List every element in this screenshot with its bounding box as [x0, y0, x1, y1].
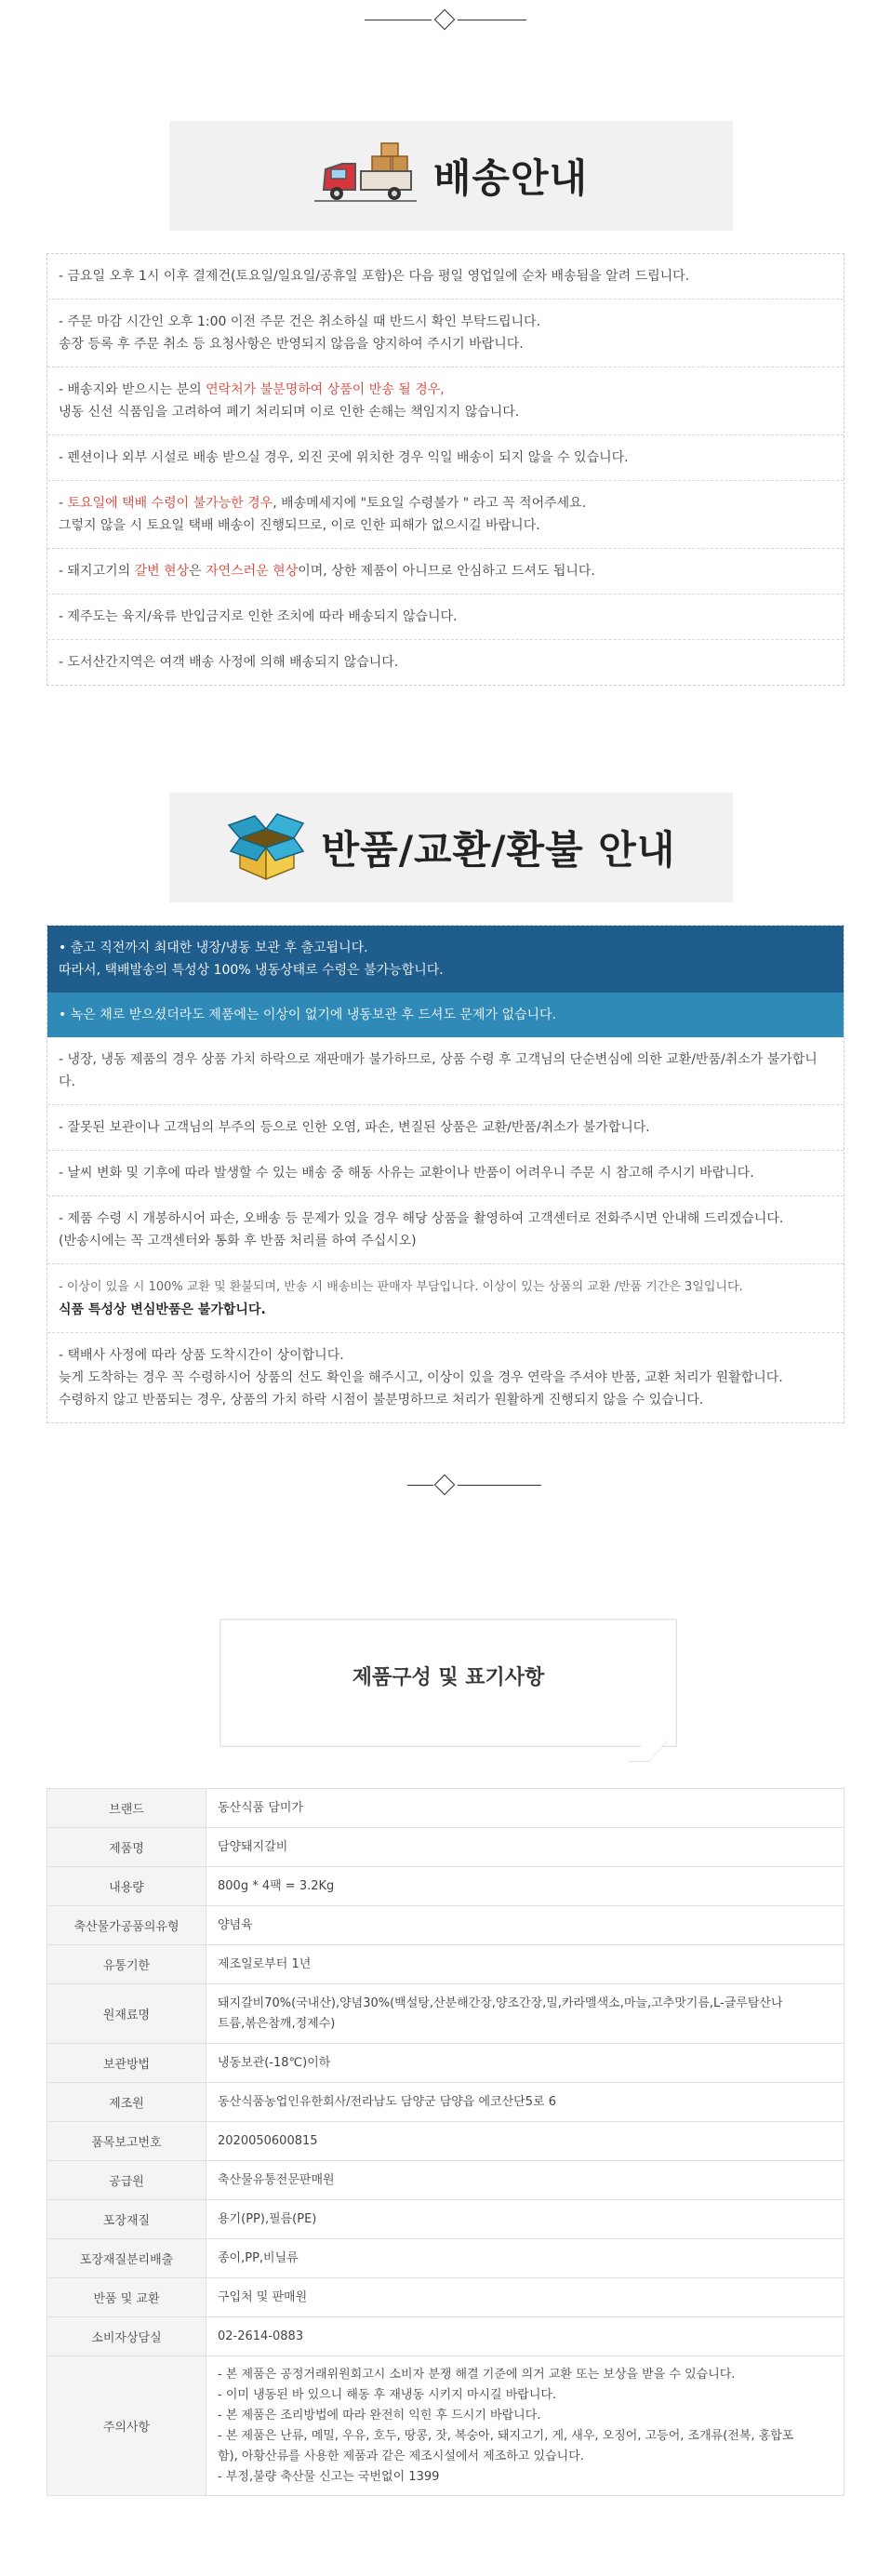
table-row: 제조원 동산식품농업인유한회사/전라남도 담양군 담양읍 에코산단5로 6 — [47, 2083, 844, 2122]
table-row: 주의사항 - 본 제품은 공정거래위원회고시 소비자 분쟁 해결 기준에 의거 교환 또는 보상을 받을 수 있습니다. - 이미 냉동된 바 있으니 해동 후 재냉동 시키지 마시길 바랍니다. - 본 제품은 조리방법에 따라 완전히 익힌 후 드시기 바랍니다. - 본 제품은 난류, 메밀, 우유, 호두, 땅콩, 잣, 복숭아, 돼지고기, 게, 새우, 오징어, 고등어, 조개류(전복, 홍합포 함), 아황산류를 사용한 제품과 같은 제조시설에서 제조하고 있습니다. - 부정,불량 축산물 신고는 국번없이 1399 — [47, 2356, 844, 2496]
returns-header — [169, 793, 733, 902]
list-item: - 토요일에 택배 수령이 불가능한 경우, 배송메세지에 "토요일 수령불가 " 라고 꼭 적어주세요. 그렇지 않을 시 토요일 택배 배송이 진행되므로, 이로 인한 피해가 없으시길 바랍니다. — [47, 481, 844, 549]
list-item: - 도서산간지역은 여객 배송 사정에 의해 배송되지 않습니다. — [59, 655, 399, 670]
list-item: - 잘못된 보관이나 고객님의 부주의 등으로 인한 오염, 파손, 변질된 상품은 교환/반품/취소가 불가합니다. — [47, 1105, 844, 1151]
notice-banner: • 녹은 채로 받으셨더라도 제품에는 이상이 없기에 냉동보관 후 드셔도 문제가 없습니다. — [47, 993, 844, 1037]
delivery-truck-icon — [314, 141, 417, 210]
table-row: 보관방법 냉동보관(-18℃)이하 — [47, 2044, 844, 2083]
spec-title: 제품구성 및 표기사항 — [352, 1666, 545, 1689]
table-row: 품목보고번호 2020050600815 — [47, 2122, 844, 2161]
shipping-info-list — [47, 253, 844, 686]
list-item: - 이상이 있을 시 100% 교환 및 환불되며, 반송 시 배송비는 판매자 부담입니다. 이상이 있는 상품의 교환 /반품 기간은 3일입니다. 식품 특성상 변심반품은 불가합니다. — [47, 1264, 844, 1333]
spec-heading-bubble — [219, 1619, 677, 1747]
list-item: - 주문 마감 시간인 오후 1:00 이전 주문 건은 취소하실 때 반드시 확인 부탁드립니다. 송장 등록 후 주문 취소 등 요청사항은 반영되지 않음을 양지하여 주시기 바랍니다. — [47, 300, 844, 367]
list-item: - 날씨 변화 및 기후에 따라 발생할 수 있는 배송 중 해동 사유는 교환이나 반품이 어려우니 주문 시 참고해 주시기 바랍니다. — [47, 1151, 844, 1196]
list-item: - 금요일 오후 1시 이후 결제건(토요일/일요일/공휴일 포함)은 다음 평일 영업일에 순차 배송됨을 알려 드립니다. — [47, 254, 844, 300]
list-item: - 펜션이나 외부 시설로 배송 받으실 경우, 외진 곳에 위치한 경우 익일 배송이 되지 않을 수 있습니다. — [47, 435, 844, 481]
spec-table — [47, 1788, 844, 2496]
returns-title: 반품/교환/환불 안내 — [321, 827, 676, 873]
notice-banner: • 출고 직전까지 최대한 냉장/냉동 보관 후 출고됩니다. 따라서, 택배발송의 특성상 100% 냉동상태로 수령은 불가능합니다. — [47, 926, 844, 993]
shipping-header — [169, 121, 733, 231]
open-box-icon — [227, 810, 305, 885]
table-row: 소비자상담실 02-2614-0883 — [47, 2317, 844, 2356]
returns-info-list — [47, 925, 844, 1423]
table-row: 유통기한 제조일로부터 1년 — [47, 1945, 844, 1984]
table-row: 반품 및 교환 구입처 및 판매원 — [47, 2278, 844, 2317]
list-item: - 돼지고기의 갈변 현상은 자연스러운 현상이며, 상한 제품이 아니므로 안심하고 드셔도 됩니다. — [47, 549, 844, 594]
diamond-icon — [434, 1475, 456, 1496]
shipping-title: 배송안내 — [432, 155, 589, 201]
table-row: 공급원 축산물유통전문판매원 — [47, 2161, 844, 2200]
diamond-icon — [434, 9, 456, 31]
table-row: 내용량 800g * 4팩 = 3.2Kg — [47, 1867, 844, 1906]
table-row: 축산물가공품의유형 양념육 — [47, 1906, 844, 1945]
list-item: - 제주도는 육지/육류 반입금지로 인한 조치에 따라 배송되지 않습니다. — [47, 594, 844, 640]
middle-divider — [0, 1475, 891, 1497]
top-divider — [0, 9, 891, 32]
table-row: 브랜드 동산식품 담미가 — [47, 1789, 844, 1828]
table-row: 제품명 담양돼지갈비 — [47, 1828, 844, 1867]
list-item: - 제품 수령 시 개봉하시어 파손, 오배송 등 문제가 있을 경우 해당 상품을 촬영하여 고객센터로 전화주시면 안내해 드리겠습니다. (반송시에는 꼭 고객센터와 통화 후 반품 처리를 하여 주십시오) — [47, 1196, 844, 1264]
list-item: - 배송지와 받으시는 분의 연락처가 불분명하여 상품이 반송 될 경우, 냉동 신선 식품임을 고려하여 폐기 처리되며 이로 인한 손해는 책임지지 않습니다. — [47, 367, 844, 435]
table-row: 포장재질분리배출 종이,PP,비닐류 — [47, 2239, 844, 2278]
table-row: 원재료명 돼지갈비70%(국내산),양념30%(백설탕,산분해간장,양조간장,밀,카라멜색소,마늘,고추맛기름,L-글루탐산나 트륨,볶은참깨,정제수) — [47, 1984, 844, 2044]
list-item: - 택배사 사정에 따라 상품 도착시간이 상이합니다. 늦게 도착하는 경우 꼭 수령하시어 상품의 선도 확인을 해주시고, 이상이 있을 경우 연락을 주셔야 반품, 교환 처리가 원활합니다. 수령하지 않고 반품되는 경우, 상품의 가치 하락 시점이 불분명하므로 처리가 원활하게 진행되지 않을 수 있습니다. — [59, 1348, 783, 1408]
table-row: 포장재질 용기(PP),필름(PE) — [47, 2200, 844, 2239]
list-item: - 냉장, 냉동 제품의 경우 상품 가치 하락으로 재판매가 불가하므로, 상품 수령 후 고객님의 단순변심에 의한 교환/반품/취소가 불가합니다. — [47, 1037, 844, 1105]
